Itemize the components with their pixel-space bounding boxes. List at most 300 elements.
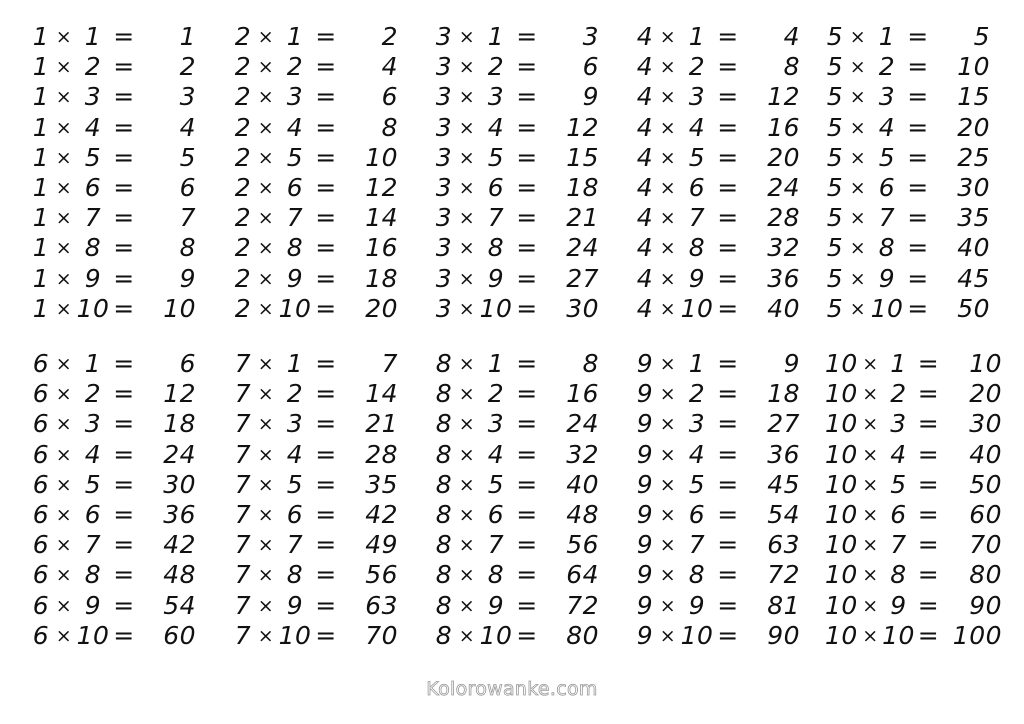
times-sign: × xyxy=(458,564,476,587)
table-of-10 xyxy=(824,349,1002,651)
equals-sign: = xyxy=(516,379,538,409)
factor-a: 4 xyxy=(636,263,654,293)
times-sign: × xyxy=(458,116,476,139)
times-sign: × xyxy=(862,413,879,436)
times-sign: × xyxy=(659,564,677,587)
equals-sign: = xyxy=(315,203,337,233)
product: 14 xyxy=(365,203,398,233)
product: 24 xyxy=(767,173,800,203)
factor-b: 3 xyxy=(878,82,896,112)
equals-sign: = xyxy=(113,560,135,590)
equation-row xyxy=(433,560,611,590)
factor-a: 4 xyxy=(636,22,654,52)
times-sign: × xyxy=(862,473,879,496)
product: 81 xyxy=(767,590,800,620)
times-sign: × xyxy=(659,177,677,200)
equals-sign: = xyxy=(717,142,739,172)
factor-b: 1 xyxy=(688,22,706,52)
product: 45 xyxy=(957,263,990,293)
equals-sign: = xyxy=(315,590,337,620)
factor-a: 6 xyxy=(32,620,50,650)
factor-a: 8 xyxy=(435,620,453,650)
product: 36 xyxy=(163,500,196,530)
equals-sign: = xyxy=(907,263,929,293)
equals-sign: = xyxy=(717,409,739,439)
product: 35 xyxy=(957,203,990,233)
product: 15 xyxy=(566,142,599,172)
times-sign: × xyxy=(659,443,677,466)
equals-sign: = xyxy=(717,293,739,323)
factor-b: 9 xyxy=(487,263,505,293)
factor-b: 7 xyxy=(286,530,304,560)
product: 80 xyxy=(566,620,599,650)
product: 80 xyxy=(969,560,1003,590)
factor-b: 1 xyxy=(84,349,102,379)
equals-sign: = xyxy=(315,530,337,560)
times-sign: × xyxy=(849,267,867,290)
product: 50 xyxy=(957,293,990,323)
product: 27 xyxy=(566,263,599,293)
equals-sign: = xyxy=(717,590,739,620)
factor-a: 10 xyxy=(825,530,858,560)
equals-sign: = xyxy=(315,293,337,323)
factor-b: 2 xyxy=(487,379,505,409)
factor-b: 9 xyxy=(688,263,706,293)
product: 2 xyxy=(179,52,196,82)
factor-a: 9 xyxy=(636,500,654,530)
times-sign: × xyxy=(862,504,879,527)
factor-b: 8 xyxy=(84,233,102,263)
product: 100 xyxy=(952,620,1003,650)
times-sign: × xyxy=(257,534,275,557)
product: 18 xyxy=(365,263,398,293)
factor-a: 1 xyxy=(32,263,50,293)
factor-b: 6 xyxy=(286,173,304,203)
times-sign: × xyxy=(862,383,879,406)
equals-sign: = xyxy=(717,379,739,409)
times-sign: × xyxy=(55,116,73,139)
product: 7 xyxy=(381,349,398,379)
times-sign: × xyxy=(55,86,73,109)
times-sign: × xyxy=(55,443,73,466)
equation-row xyxy=(634,470,812,500)
factor-a: 1 xyxy=(32,52,50,82)
equation-row xyxy=(30,173,208,203)
equals-sign: = xyxy=(113,293,135,323)
equation-row xyxy=(30,203,208,233)
equation-row xyxy=(824,470,1002,500)
equation-row xyxy=(232,203,410,233)
factor-a: 10 xyxy=(825,560,858,590)
factor-b: 2 xyxy=(487,52,505,82)
factor-b: 10 xyxy=(479,293,513,323)
product: 36 xyxy=(767,263,800,293)
product: 5 xyxy=(179,142,196,172)
product: 90 xyxy=(767,620,800,650)
factor-b: 4 xyxy=(84,112,102,142)
factor-b: 2 xyxy=(84,379,102,409)
product: 90 xyxy=(969,590,1003,620)
factor-a: 1 xyxy=(32,173,50,203)
equals-sign: = xyxy=(907,82,929,112)
times-sign: × xyxy=(458,624,476,647)
factor-a: 4 xyxy=(636,203,654,233)
factor-b: 4 xyxy=(688,439,706,469)
factor-a: 9 xyxy=(636,530,654,560)
times-sign: × xyxy=(55,267,73,290)
factor-b: 10 xyxy=(278,620,312,650)
times-sign: × xyxy=(55,297,73,320)
factor-a: 9 xyxy=(636,590,654,620)
factor-b: 5 xyxy=(84,469,102,499)
factor-b: 4 xyxy=(487,439,505,469)
factor-a: 4 xyxy=(636,293,654,323)
equals-sign: = xyxy=(315,620,337,650)
times-sign: × xyxy=(55,26,73,49)
product: 50 xyxy=(969,469,1003,499)
factor-b: 5 xyxy=(286,469,304,499)
equals-sign: = xyxy=(315,500,337,530)
equals-sign: = xyxy=(907,22,929,52)
factor-b: 9 xyxy=(286,263,304,293)
equation-row xyxy=(824,440,1002,470)
equation-row xyxy=(232,22,410,52)
equals-sign: = xyxy=(113,142,135,172)
factor-b: 7 xyxy=(688,530,706,560)
product: 60 xyxy=(163,620,196,650)
times-sign: × xyxy=(659,297,677,320)
product: 3 xyxy=(179,82,196,112)
equation-row xyxy=(232,113,410,143)
factor-b: 1 xyxy=(487,22,505,52)
factor-b: 9 xyxy=(487,590,505,620)
equation-row xyxy=(232,560,410,590)
factor-b: 5 xyxy=(688,469,706,499)
table-of-2 xyxy=(232,22,410,324)
factor-a: 8 xyxy=(435,349,453,379)
equals-sign: = xyxy=(717,349,739,379)
factor-b: 3 xyxy=(487,409,505,439)
times-sign: × xyxy=(659,26,677,49)
product: 20 xyxy=(957,112,990,142)
factor-a: 2 xyxy=(234,203,252,233)
times-sign: × xyxy=(659,383,677,406)
factor-a: 7 xyxy=(234,560,252,590)
product: 28 xyxy=(365,439,398,469)
equation-row xyxy=(634,621,812,651)
times-sign: × xyxy=(458,237,476,260)
factor-a: 7 xyxy=(234,590,252,620)
factor-a: 10 xyxy=(825,590,858,620)
factor-b: 4 xyxy=(84,439,102,469)
equation-row xyxy=(30,409,208,439)
equation-row xyxy=(634,440,812,470)
times-sign: × xyxy=(458,594,476,617)
product: 64 xyxy=(566,560,599,590)
equals-sign: = xyxy=(315,82,337,112)
factor-a: 3 xyxy=(435,142,453,172)
equals-sign: = xyxy=(113,112,135,142)
times-sign: × xyxy=(862,624,879,647)
equation-row xyxy=(634,560,812,590)
product: 63 xyxy=(365,590,398,620)
equation-row xyxy=(30,440,208,470)
equation-row xyxy=(824,349,1002,379)
times-sign: × xyxy=(257,237,275,260)
times-sign: × xyxy=(257,177,275,200)
times-sign: × xyxy=(849,177,867,200)
factor-a: 7 xyxy=(234,469,252,499)
equals-sign: = xyxy=(717,22,739,52)
product: 1 xyxy=(179,22,196,52)
equation-row xyxy=(30,294,208,324)
equation-row xyxy=(824,143,1002,173)
times-sign: × xyxy=(257,413,275,436)
product: 24 xyxy=(566,409,599,439)
equals-sign: = xyxy=(907,203,929,233)
equals-sign: = xyxy=(717,203,739,233)
equals-sign: = xyxy=(917,439,940,469)
equation-row xyxy=(433,173,611,203)
equals-sign: = xyxy=(717,469,739,499)
equals-sign: = xyxy=(113,233,135,263)
factor-a: 2 xyxy=(234,112,252,142)
equation-row xyxy=(433,349,611,379)
equation-row xyxy=(232,233,410,263)
equation-row xyxy=(824,52,1002,82)
factor-b: 8 xyxy=(688,560,706,590)
equation-row xyxy=(232,379,410,409)
factor-a: 4 xyxy=(636,233,654,263)
factor-b: 10 xyxy=(680,293,714,323)
product: 6 xyxy=(179,349,196,379)
equals-sign: = xyxy=(917,469,940,499)
times-sign: × xyxy=(55,473,73,496)
factor-b: 8 xyxy=(286,560,304,590)
product: 24 xyxy=(163,439,196,469)
product: 16 xyxy=(767,112,800,142)
product: 15 xyxy=(957,82,990,112)
product: 63 xyxy=(767,530,800,560)
times-sign: × xyxy=(55,177,73,200)
factor-a: 5 xyxy=(826,142,844,172)
factor-a: 10 xyxy=(825,379,858,409)
factor-a: 3 xyxy=(435,203,453,233)
factor-b: 1 xyxy=(487,349,505,379)
equation-row xyxy=(232,349,410,379)
factor-b: 1 xyxy=(688,349,706,379)
equation-row xyxy=(433,500,611,530)
factor-b: 10 xyxy=(76,620,110,650)
equation-row xyxy=(634,143,812,173)
factor-b: 9 xyxy=(890,590,907,620)
times-sign: × xyxy=(849,116,867,139)
times-sign: × xyxy=(257,624,275,647)
factor-a: 4 xyxy=(636,142,654,172)
factor-a: 8 xyxy=(435,439,453,469)
times-sign: × xyxy=(862,443,879,466)
product: 30 xyxy=(957,173,990,203)
equals-sign: = xyxy=(315,22,337,52)
factor-b: 6 xyxy=(84,173,102,203)
factor-b: 7 xyxy=(878,203,896,233)
product: 72 xyxy=(767,560,800,590)
equation-row xyxy=(433,294,611,324)
times-sign: × xyxy=(659,237,677,260)
equals-sign: = xyxy=(315,560,337,590)
equals-sign: = xyxy=(516,112,538,142)
product: 16 xyxy=(566,379,599,409)
factor-a: 8 xyxy=(435,530,453,560)
product: 14 xyxy=(365,379,398,409)
equals-sign: = xyxy=(917,590,940,620)
product: 70 xyxy=(969,530,1003,560)
factor-a: 6 xyxy=(32,560,50,590)
factor-b: 10 xyxy=(76,293,110,323)
product: 21 xyxy=(365,409,398,439)
product: 27 xyxy=(767,409,800,439)
factor-b: 3 xyxy=(84,409,102,439)
factor-b: 2 xyxy=(286,379,304,409)
times-sign: × xyxy=(458,267,476,290)
product: 60 xyxy=(969,500,1003,530)
factor-a: 1 xyxy=(32,233,50,263)
factor-b: 9 xyxy=(84,263,102,293)
factor-a: 2 xyxy=(234,293,252,323)
equation-row xyxy=(634,500,812,530)
equals-sign: = xyxy=(907,173,929,203)
product: 40 xyxy=(969,439,1003,469)
times-sign: × xyxy=(458,146,476,169)
equation-row xyxy=(433,113,611,143)
equals-sign: = xyxy=(516,203,538,233)
factor-a: 5 xyxy=(826,293,844,323)
product: 40 xyxy=(566,469,599,499)
equation-row xyxy=(824,530,1002,560)
factor-a: 6 xyxy=(32,379,50,409)
product: 4 xyxy=(179,112,196,142)
factor-a: 5 xyxy=(826,233,844,263)
equals-sign: = xyxy=(717,620,739,650)
factor-b: 8 xyxy=(878,233,896,263)
factor-b: 7 xyxy=(890,530,907,560)
times-sign: × xyxy=(458,86,476,109)
times-sign: × xyxy=(458,177,476,200)
times-sign: × xyxy=(849,86,867,109)
factor-b: 3 xyxy=(487,82,505,112)
factor-a: 6 xyxy=(32,469,50,499)
equals-sign: = xyxy=(113,469,135,499)
factor-a: 9 xyxy=(636,439,654,469)
equation-row xyxy=(824,264,1002,294)
factor-b: 6 xyxy=(688,173,706,203)
equals-sign: = xyxy=(113,22,135,52)
factor-b: 9 xyxy=(84,590,102,620)
factor-b: 7 xyxy=(487,530,505,560)
factor-b: 9 xyxy=(878,263,896,293)
factor-a: 2 xyxy=(234,233,252,263)
equals-sign: = xyxy=(113,530,135,560)
factor-a: 7 xyxy=(234,530,252,560)
product: 6 xyxy=(582,52,599,82)
equation-row xyxy=(232,264,410,294)
times-sign: × xyxy=(659,56,677,79)
product: 45 xyxy=(767,469,800,499)
equation-row xyxy=(634,113,812,143)
factor-b: 7 xyxy=(688,203,706,233)
factor-a: 6 xyxy=(32,349,50,379)
product: 8 xyxy=(582,349,599,379)
factor-a: 10 xyxy=(825,349,858,379)
equals-sign: = xyxy=(315,112,337,142)
product: 70 xyxy=(365,620,398,650)
factor-a: 7 xyxy=(234,379,252,409)
equation-row xyxy=(433,409,611,439)
equation-row xyxy=(232,591,410,621)
equals-sign: = xyxy=(907,112,929,142)
times-sign: × xyxy=(862,564,879,587)
factor-a: 5 xyxy=(826,203,844,233)
equals-sign: = xyxy=(917,379,940,409)
factor-a: 8 xyxy=(435,500,453,530)
times-sign: × xyxy=(55,504,73,527)
equation-row xyxy=(824,113,1002,143)
product: 32 xyxy=(566,439,599,469)
table-of-6 xyxy=(30,349,208,651)
factor-b: 10 xyxy=(479,620,513,650)
table-of-7 xyxy=(232,349,410,651)
factor-b: 10 xyxy=(882,620,915,650)
product: 28 xyxy=(767,203,800,233)
equation-row xyxy=(634,82,812,112)
times-sign: × xyxy=(659,534,677,557)
product: 18 xyxy=(566,173,599,203)
times-sign: × xyxy=(55,594,73,617)
equation-row xyxy=(433,530,611,560)
factor-a: 5 xyxy=(826,22,844,52)
factor-a: 4 xyxy=(636,52,654,82)
factor-b: 2 xyxy=(286,52,304,82)
equals-sign: = xyxy=(516,620,538,650)
factor-a: 2 xyxy=(234,142,252,172)
product: 48 xyxy=(163,560,196,590)
times-sign: × xyxy=(862,534,879,557)
times-sign: × xyxy=(257,267,275,290)
equation-row xyxy=(634,173,812,203)
times-sign: × xyxy=(257,353,275,376)
equation-row xyxy=(30,52,208,82)
factor-a: 5 xyxy=(826,82,844,112)
product: 40 xyxy=(767,293,800,323)
equals-sign: = xyxy=(917,620,940,650)
factor-b: 1 xyxy=(878,22,896,52)
product: 10 xyxy=(969,349,1003,379)
table-of-3 xyxy=(433,22,611,324)
factor-a: 9 xyxy=(636,409,654,439)
equation-row xyxy=(30,233,208,263)
times-sign: × xyxy=(659,116,677,139)
factor-b: 1 xyxy=(286,22,304,52)
factor-a: 8 xyxy=(435,469,453,499)
product: 42 xyxy=(365,500,398,530)
times-sign: × xyxy=(257,146,275,169)
equation-row xyxy=(824,500,1002,530)
equals-sign: = xyxy=(516,52,538,82)
equation-row xyxy=(30,82,208,112)
times-sign: × xyxy=(257,564,275,587)
equals-sign: = xyxy=(516,469,538,499)
equals-sign: = xyxy=(717,52,739,82)
